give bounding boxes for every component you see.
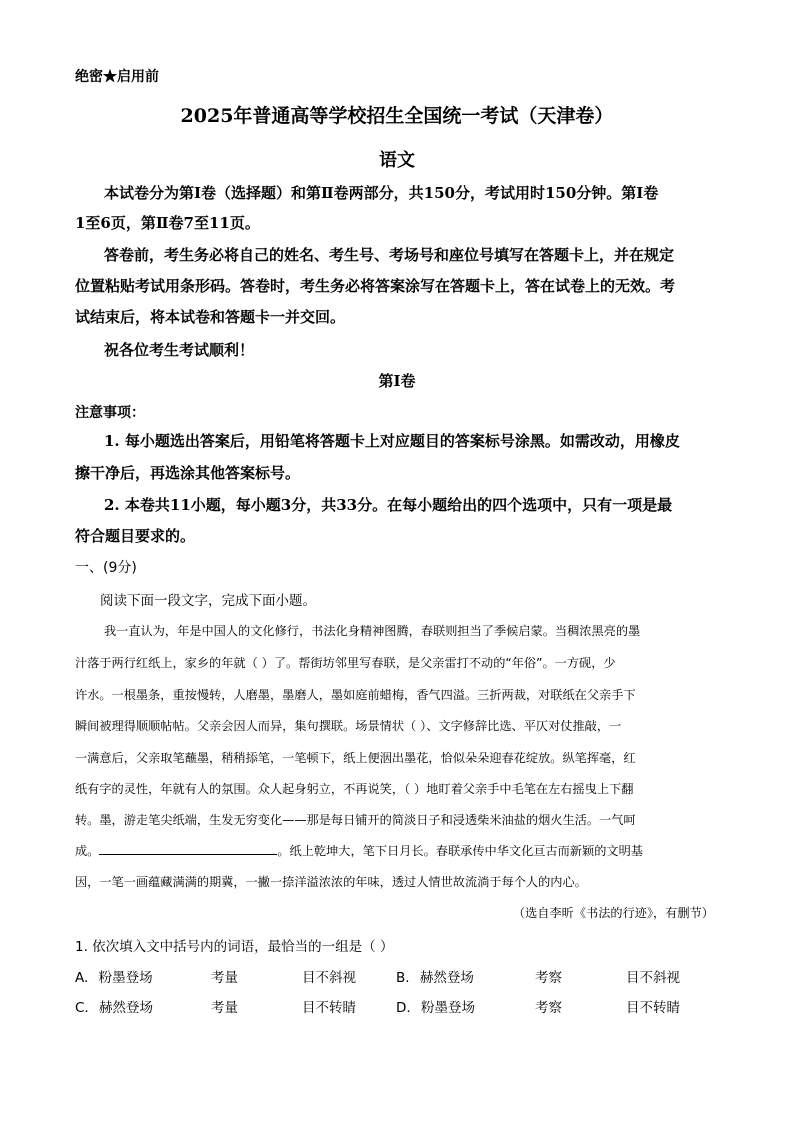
option-b-word-2: 考察 <box>535 970 562 986</box>
option-word-1: 粉墨登场 <box>98 970 153 986</box>
option-word-1: 赫然登场 <box>419 970 474 986</box>
option-a-word-2: 考量 <box>211 970 238 986</box>
option-b-word-3: 目不斜视 <box>626 970 680 986</box>
option-a[interactable] <box>75 966 153 986</box>
intro-paragraph-2-line-2: 位置粘贴考试用条形码。答卷时，考生务必将答案涂写在答题卡上，答在试卷上的无效。考 <box>75 277 676 295</box>
subject-title: 语文 <box>379 150 415 171</box>
option-letter: D. <box>396 1000 411 1016</box>
passage-line: 瞬间被理得顺顺帖帖。父亲会因人而异，集句撰联。场景情状（ ）、文字修辞比选、平仄对仗推敲，一 <box>75 719 622 733</box>
secret-label: 绝密★启用前 <box>75 69 159 85</box>
note-1-line-1: 1. 每小题选出答案后，用铅笔将答题卡上对应题目的答案标号涂黑。如需改动，用橡皮 <box>104 432 680 450</box>
option-c-word-2: 考量 <box>211 1000 238 1016</box>
passage-line: 许水。一根墨条，重按慢转，人磨墨，墨磨人，墨如庭前蜡梅，香气四溢。三折两裁，对联纸在父亲手下 <box>75 688 636 702</box>
passage-line-suffix: 。纸上乾坤大，笔下日月长。春联承传中华文化亘古而新颖的文明基 <box>277 844 643 858</box>
passage-line-with-blank <box>75 842 643 859</box>
intro-paragraph-2-line-1: 答卷前，考生务必将自己的姓名、考生号、考场号和座位号填写在答题卡上，并在规定 <box>104 246 675 264</box>
good-luck-wish: 祝各位考生考试顺利！ <box>104 341 255 359</box>
fill-in-blank <box>99 844 277 855</box>
note-1-line-2: 擦干净后，再选涂其他答案标号。 <box>75 464 301 482</box>
option-d[interactable] <box>396 996 475 1016</box>
passage-line: 一满意后，父亲取笔蘸墨，稍稍掭笔，一笔顿下，纸上便洇出墨花，恰似朵朵迎春花绽放。纵笔挥毫，红 <box>75 751 636 765</box>
option-c[interactable] <box>75 996 153 1016</box>
question-1-stem: 1. 依次填入文中括号内的词语，最恰当的一组是（ ） <box>75 939 394 955</box>
passage-source: （选自李昕《书法的行迹》，有删节） <box>512 906 714 920</box>
option-b[interactable] <box>396 966 474 986</box>
option-letter: A. <box>75 970 89 986</box>
intro-paragraph-2-line-3: 试结束后，将本试卷和答题卡一并交回。 <box>75 308 346 326</box>
intro-paragraph-1-line-2: 1至6页，第Ⅱ卷7至11页。 <box>75 214 260 232</box>
option-d-word-2: 考察 <box>535 1000 562 1016</box>
passage-line: 因，一笔一画蕴藏满满的期冀，一撇一捺洋溢浓浓的年味，透过人情世故流淌于每个人的内心。 <box>75 875 587 889</box>
option-word-1: 赫然登场 <box>99 1000 154 1016</box>
option-d-word-3: 目不转睛 <box>626 1000 680 1016</box>
option-letter: C. <box>75 1000 89 1016</box>
part-one-heading: 一、(9分) <box>75 560 137 576</box>
note-2-line-2: 符合题目要求的。 <box>75 527 196 545</box>
passage-line: 汁落于两行红纸上，家乡的年就（ ）了。帮街坊邻里写春联，是父亲雷打不动的“年俗”。一方砚，少 <box>75 656 616 670</box>
option-letter: B. <box>396 970 410 986</box>
volume-title: 第Ⅰ卷 <box>378 372 416 390</box>
notes-label: 注意事项： <box>75 405 145 421</box>
option-c-word-3: 目不转睛 <box>302 1000 356 1016</box>
passage-line: 我一直认为，年是中国人的文化修行，书法化身精神图腾，春联则担当了季候启蒙。当稠浓黑亮的墨 <box>104 624 641 638</box>
passage-line: 纸有字的灵性，年就有人的氛围。众人起身躬立，不再说笑，（ ）地盯着父亲手中毛笔在左右摇曳上下翻 <box>75 782 634 796</box>
reading-instruction: 阅读下面一段文字，完成下面小题。 <box>100 593 316 609</box>
exam-title: 2025年普通高等学校招生全国统一考试（天津卷） <box>180 105 614 127</box>
intro-paragraph-1-line-1: 本试卷分为第Ⅰ卷（选择题）和第Ⅱ卷两部分，共150分，考试用时150分钟。第Ⅰ卷 <box>104 184 659 202</box>
option-a-word-3: 目不斜视 <box>302 970 356 986</box>
passage-line: 转。墨，游走笔尖纸端，生发无穷变化——那是每日铺开的简淡日子和浸透柴米油盐的烟火生活。一气呵 <box>75 813 636 827</box>
passage-line-prefix: 成。 <box>75 844 100 858</box>
note-2-line-1: 2. 本卷共11小题，每小题3分，共33分。在每小题给出的四个选项中，只有一项是最 <box>104 496 673 514</box>
option-word-1: 粉墨登场 <box>420 1000 475 1016</box>
